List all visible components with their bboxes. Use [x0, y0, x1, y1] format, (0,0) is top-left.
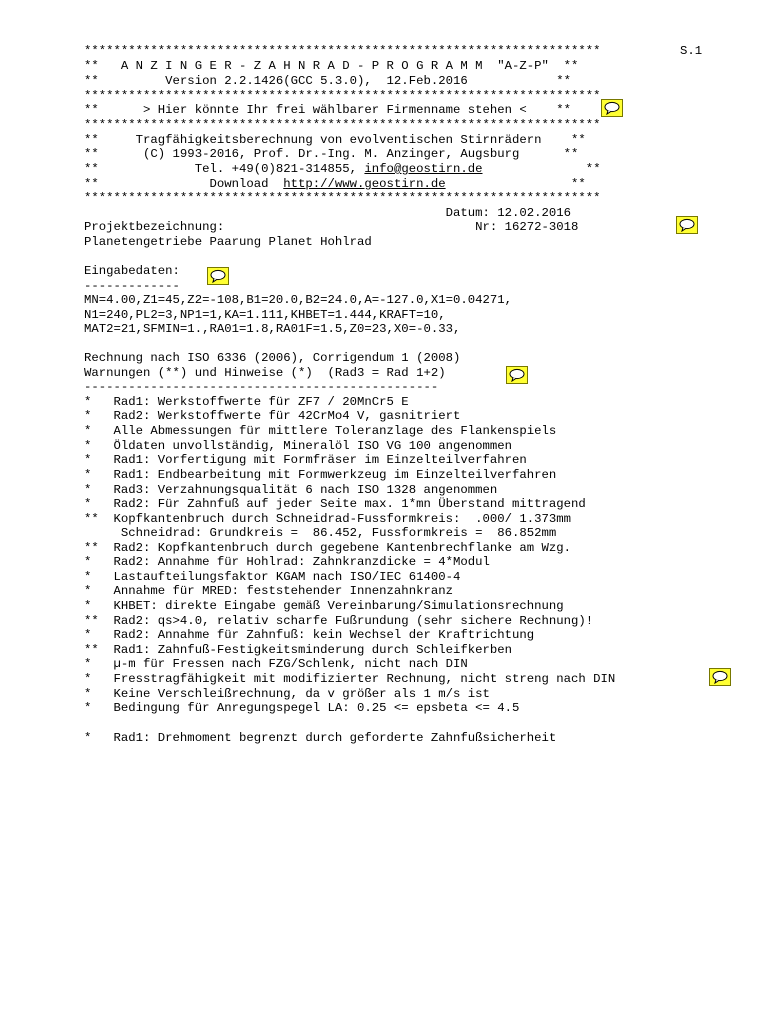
page-number: S.1	[680, 44, 703, 58]
message-line: * KHBET: direkte Eingabe gemäß Vereinbarung/Simulationsrechnung	[84, 599, 564, 613]
message-line: * Rad1: Endbearbeitung mit Formwerkzeug im Einzelteilverfahren	[84, 468, 557, 482]
eingabe-line: MAT2=21,SFMIN=1.,RA01=1.8,RA01F=1.5,Z0=23,X0=-0.33,	[84, 322, 461, 336]
message-line: * Alle Abmessungen für mittlere Toleranzlage des Flankenspiels	[84, 424, 557, 438]
warnungen-label: Warnungen (**) und Hinweise (*) (Rad3 = Rad 1+2)	[84, 366, 446, 380]
header-stars-2: **********************************************************************	[84, 89, 601, 103]
eingabe-label: Eingabedaten:	[84, 264, 180, 278]
message-line: * Bedingung für Anregungspegel LA: 0.25 <= epsbeta <= 4.5	[84, 701, 520, 715]
message-line: ** Rad2: qs>4.0, relativ scharfe Fußrundung (sehr sichere Rechnung)!	[84, 614, 594, 628]
message-line: * Rad2: Annahme für Hohlrad: Zahnkranzdicke = 4*Modul	[84, 555, 490, 569]
header-download	[84, 177, 586, 192]
comment-note-icon[interactable]	[709, 668, 731, 686]
projekt-label: Projektbezeichnung: Nr: 16272-3018	[84, 220, 579, 234]
header-company: ** > Hier könnte Ihr frei wählbarer Firmenname stehen < **	[84, 103, 572, 117]
header-version: ** Version 2.2.1426(GCC 5.3.0), 12.Feb.2016 **	[84, 74, 572, 88]
message-line: * Rad1: Vorfertigung mit Formfräser im Einzelteilverfahren	[84, 453, 527, 467]
message-line: * Rad2: Werkstoffwerte für 42CrMo4 V, gasnitriert	[84, 409, 461, 423]
datum: Datum: 12.02.2016	[84, 206, 572, 220]
message-line: * µ-m für Fressen nach FZG/Schlenk, nicht nach DIN	[84, 657, 468, 671]
header-contact	[84, 162, 601, 177]
message-line: ** Rad2: Kopfkantenbruch durch gegebene Kantenbrechflanke am Wzg.	[84, 541, 572, 555]
rechnung-norm: Rechnung nach ISO 6336 (2006), Corrigendum 1 (2008)	[84, 351, 461, 365]
message-line: * Rad2: Annahme für Zahnfuß: kein Wechsel der Kraftrichtung	[84, 628, 535, 642]
header-stars-bottom: **********************************************************************	[84, 191, 601, 205]
comment-note-icon[interactable]	[207, 267, 229, 285]
eingabe-line: MN=4.00,Z1=45,Z2=-108,B1=20.0,B2=24.0,A=-127.0,X1=0.04271,	[84, 293, 513, 307]
eingabe-rule: -------------	[84, 279, 180, 293]
tel-suffix: **	[482, 162, 601, 176]
email-link[interactable]: info@geostirn.de	[364, 162, 483, 176]
message-line: * Öldaten unvollständig, Mineralöl ISO VG 100 angenommen	[84, 439, 513, 453]
eingabe-line: N1=240,PL2=3,NP1=1,KA=1.111,KHBET=1.444,KRAFT=10,	[84, 308, 446, 322]
message-line: * Annahme für MRED: feststehender Innenzahnkranz	[84, 584, 453, 598]
message-last: * Rad1: Drehmoment begrenzt durch geforderte Zahnfußsicherheit	[84, 731, 557, 745]
header-copyright: ** (C) 1993-2016, Prof. Dr.-Ing. M. Anzinger, Augsburg **	[84, 147, 579, 161]
header-program-title: ** A N Z I N G E R - Z A H N R A D - P R O G R A M M "A-Z-P" **	[84, 59, 579, 73]
comment-note-icon[interactable]	[676, 216, 698, 234]
tel-text: ** Tel. +49(0)821-314855,	[84, 162, 365, 176]
message-line: ** Rad1: Zahnfuß-Festigkeitsminderung durch Schleifkerben	[84, 643, 513, 657]
download-text: ** Download	[84, 177, 284, 191]
download-suffix: **	[445, 177, 586, 191]
warnungen-rule: ------------------------------------------------	[84, 380, 439, 394]
message-line: ** Kopfkantenbruch durch Schneidrad-Fussformkreis: .000/ 1.373mm	[84, 512, 572, 526]
message-line: * Rad2: Für Zahnfuß auf jeder Seite max. 1*mn Überstand mittragend	[84, 497, 586, 511]
header-stars-top: **********************************************************************	[84, 44, 601, 58]
header-stars-3: **********************************************************************	[84, 118, 601, 132]
message-line: * Fresstragfähigkeit mit modifizierter Rechnung, nicht streng nach DIN	[84, 672, 616, 686]
website-link[interactable]: http://www.geostirn.de	[283, 177, 446, 191]
message-line: * Rad3: Verzahnungsqualität 6 nach ISO 1328 angenommen	[84, 483, 498, 497]
message-line: * Rad1: Werkstoffwerte für ZF7 / 20MnCr5 E	[84, 395, 409, 409]
comment-note-icon[interactable]	[601, 99, 623, 117]
comment-note-icon[interactable]	[506, 366, 528, 384]
message-line: * Keine Verschleißrechnung, da v größer als 1 m/s ist	[84, 687, 490, 701]
message-line: Schneidrad: Grundkreis = 86.452, Fussformkreis = 86.852mm	[84, 526, 557, 540]
header-calc-title: ** Tragfähigkeitsberechnung von evolventischen Stirnrädern **	[84, 133, 586, 147]
message-line: * Lastaufteilungsfaktor KGAM nach ISO/IEC 61400-4	[84, 570, 461, 584]
projekt-name: Planetengetriebe Paarung Planet Hohlrad	[84, 235, 372, 249]
